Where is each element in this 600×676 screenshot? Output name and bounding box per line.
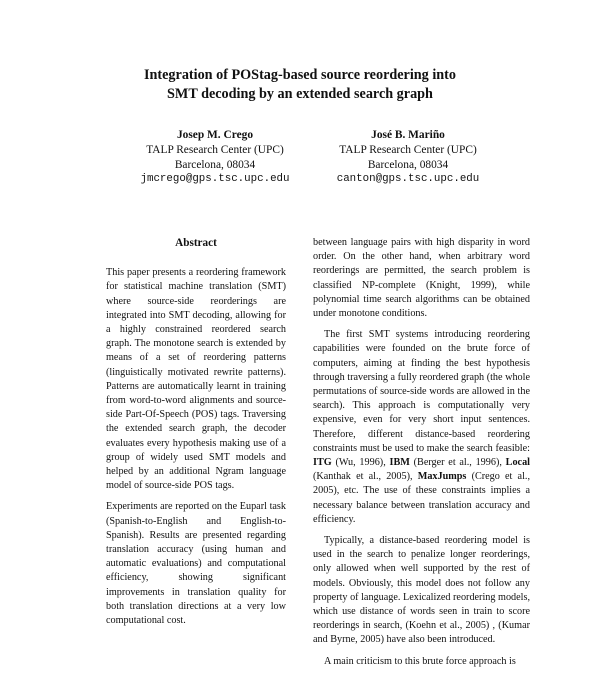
body-paragraph-3: Typically, a distance-based reordering model is used in the search to penalize longer reorderings, only allowed when well supported by the rest of models. Obviously, this model does not follow any property of language. Lexicalized reordering models, which use distance of words seen in train to score reorderings in search, (Koehn et al., 2005) , (Kumar and Byrne, 2005) have also been introduced.: [313, 535, 530, 646]
author-name: José B. Mariño: [371, 129, 445, 141]
abstract-paragraph-1: This paper presents a reordering framework for statistical machine translation (SMT) where source-side reorderings are integrated into SMT decoding, allowing for a highly constrained reordered search graph. The monotone search is extended by means of a set of reordering patterns (linguistically motivated rewrite patterns). Patterns are automatically learnt in training from word-to-word alignments and source-side Part-Of-Speech (POS) tags. Traversing the extended search graph, the decoder evaluates every hypothesis making use of a group of widely used SMT models and helped by an additional Ngram language model of source-side POS tags.: [106, 267, 286, 492]
title-line-2: SMT decoding by an extended search graph: [167, 85, 433, 102]
constraint-ibm: IBM: [389, 457, 410, 469]
author-email: jmcrego@gps.tsc.upc.edu: [140, 173, 290, 186]
constraint-local: Local: [505, 457, 531, 469]
author-city: Barcelona, 08034: [174, 158, 256, 171]
body-paragraph-1: between language pairs with high disparity in word order. On the other hand, when arbitrary word reorderings are permitted, the search problem is classified NP-complete (Knight, 1999), while polynomial time search algorithms can be obtained under monotone conditions.: [313, 237, 530, 320]
body-paragraph-2: [313, 328, 530, 527]
constraint-maxjumps: MaxJumps: [417, 471, 467, 483]
abstract-paragraph-2: Experiments are reported on the Euparl task (Spanish-to-English and English-to-Spanish). Results are presented regarding translation accuracy (using human and automatic evaluations) and computational efficiency, showing significant improvements in translation quality for both translation directions at a very low computational cost.: [106, 501, 286, 627]
body-paragraph-4: A main criticism to this brute force approach is: [324, 655, 516, 667]
author-block-2: [298, 128, 518, 187]
title-line-1: Integration of POStag-based source reordering into: [144, 67, 456, 83]
author-name: Josep M. Crego: [176, 129, 254, 141]
paper-title: [0, 66, 600, 103]
abstract-column: [106, 236, 286, 635]
body-column: [313, 236, 530, 676]
author-email: canton@gps.tsc.upc.edu: [336, 173, 480, 186]
body-text: (Berger et al., 1996),: [413, 457, 502, 469]
body-text: The first SMT systems introducing reordering capabilities were founded on the brute force of computers, aiming at finding the best hypothesis through traversing a fully reordered graph (the whole permutations of source-side words are allowed in the search). This approach is computationally very expensive, even for very short input sentences. Therefore, different distance-based reordering constraints must be used to make the search feasible:: [313, 329, 530, 454]
author-block-1: [105, 128, 325, 187]
constraint-itg: ITG: [313, 457, 332, 469]
body-text: (Kanthak et al., 2005),: [313, 471, 413, 483]
body-text: (Wu, 1996),: [335, 457, 386, 469]
author-city: Barcelona, 08034: [367, 158, 449, 171]
author-affiliation: TALP Research Center (UPC): [146, 143, 284, 156]
abstract-heading: Abstract: [175, 237, 217, 249]
author-affiliation: TALP Research Center (UPC): [339, 143, 477, 156]
body-text: (Crego et al., 2005), etc. The use of these constraints implies a necessary balance between translation accuracy and efficiency.: [313, 471, 530, 525]
